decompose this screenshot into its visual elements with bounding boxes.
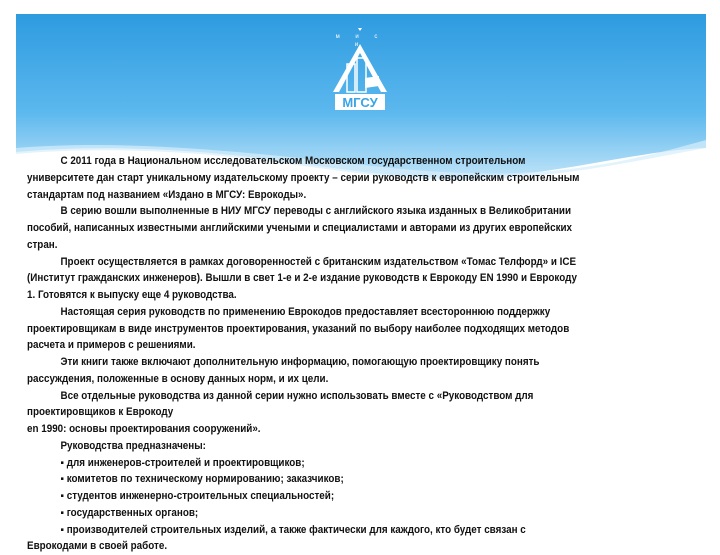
- logo-text: МГСУ: [342, 95, 378, 110]
- text-line: Проект осуществляется в рамках договоренностей с британским издательством «Томас Телфорд» и ICE: [60, 255, 577, 268]
- text-line: (Институт гражданских инженеров). Вышли в свет 1-е и 2-е издание руководств к Еврокоду EN 1990 и Еврокоду: [27, 272, 577, 285]
- text-line: ▪ студентов инженерно-строительных специальностей;: [60, 490, 335, 502]
- text-line: ▪ государственных органов;: [60, 506, 199, 519]
- text-line: Эти книги также включают дополнительную информацию, помогающую проектировщику понять: [60, 356, 540, 368]
- text-line: ▪ для инженеров-строителей и проектировщиков;: [60, 456, 305, 469]
- text-line: стран.: [27, 238, 58, 251]
- text-line: С 2011 года в Национальном исследовательском Московском государственном строительном: [60, 155, 526, 167]
- text-line: Руководства предназначены:: [60, 439, 206, 452]
- text-line: стандартам под названием «Издано в МГСУ: Еврокоды».: [27, 188, 307, 201]
- text-line: рассуждения, положенные в основу данных норм, и их цели.: [27, 372, 329, 385]
- text-line: en 1990: основы проектирования сооружений».: [27, 423, 261, 435]
- document-body: [27, 153, 707, 555]
- text-line: проектировщикам в виде инструментов проектирования, указаний по выбору наиболее подходящих методов: [27, 322, 570, 335]
- text-line: проектировщиков к Еврокоду: [27, 406, 174, 419]
- text-line: Все отдельные руководства из данной серии нужно использовать вместе с «Руководством для: [60, 389, 534, 402]
- text-line: 1. Готовятся к выпуску еще 4 руководства.: [27, 289, 237, 301]
- text-line: расчета и примеров с решениями.: [27, 339, 196, 352]
- text-line: университете дан старт уникальному издательскому проекту – серии руководств к европейским строительным: [27, 171, 580, 184]
- text-line: Настоящая серия руководств по применению Еврокодов предоставляет всестороннюю поддержку: [60, 305, 551, 318]
- text-line: пособий, написанных известными английскими учеными и специалистами и авторами из других европейских: [27, 222, 573, 234]
- text-line: ▪ производителей строительных изделий, а также фактически для каждого, кто будет связан с: [60, 523, 526, 536]
- text-line: В серию вошли выполненные в НИУ МГСУ переводы с английского языка изданных в Великобритании: [60, 205, 572, 218]
- text-line: Еврокодами в своей работе.: [27, 540, 168, 553]
- text-line: ▪ комитетов по техническому нормированию; заказчиков;: [60, 473, 344, 486]
- logo-letters: м и с и: [335, 34, 385, 48]
